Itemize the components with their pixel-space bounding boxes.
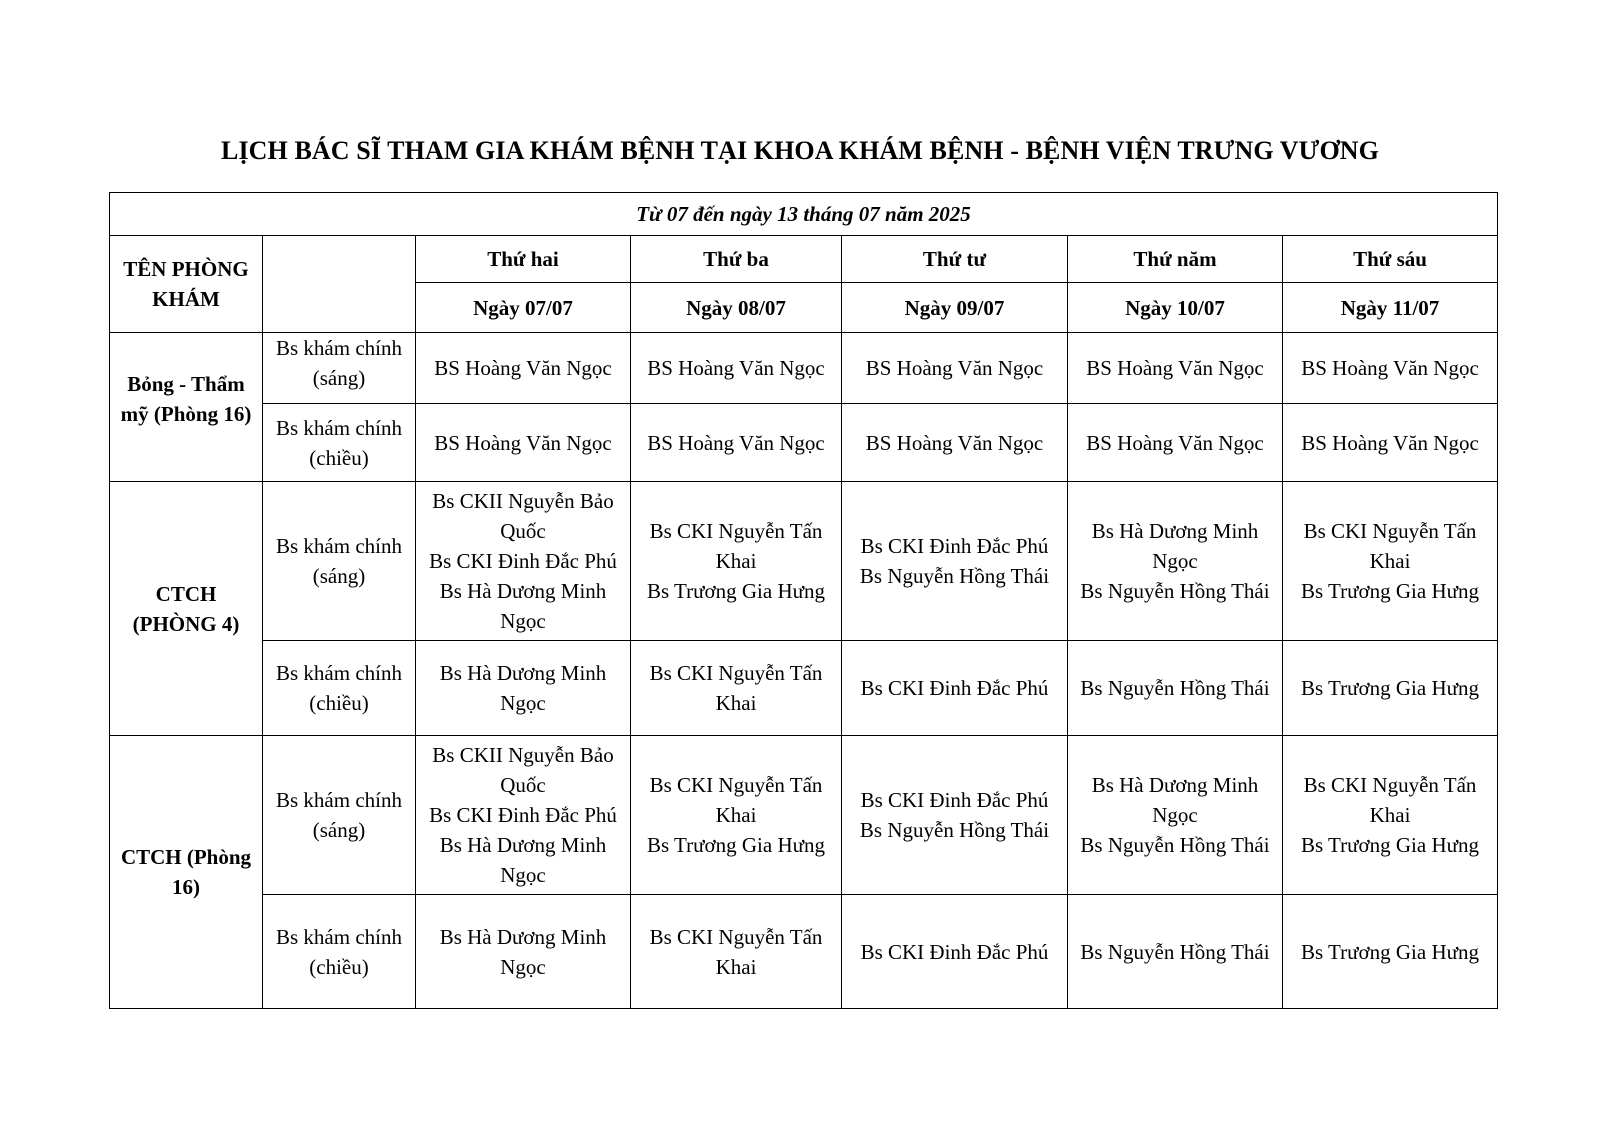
doctor-cell: [416, 482, 631, 641]
doctor-name: BS Hoàng Văn Ngọc: [1301, 430, 1479, 455]
session-label: Bs khám chính (sáng): [263, 736, 416, 895]
doctor-cell: [1283, 641, 1498, 736]
session-header-blank: [263, 236, 416, 333]
doctor-cell: [1068, 895, 1283, 1009]
doctor-cell: [416, 404, 631, 482]
doctor-name: Bs CKI Nguyễn Tấn Khai: [649, 773, 823, 827]
doctor-name: Bs Hà Dương Minh Ngọc: [439, 833, 607, 887]
doctor-name: Bs CKI Đinh Đắc Phú: [860, 534, 1049, 558]
doctor-cell: [631, 736, 842, 895]
weekday-row: [110, 236, 1498, 283]
doctor-name: Bs CKII Nguyễn Bảo Quốc: [432, 743, 614, 797]
doctor-name: Bs CKI Nguyễn Tấn Khai: [1303, 519, 1477, 573]
schedule-body: [110, 193, 1498, 1009]
doctor-cell: [631, 641, 842, 736]
doctor-name: Bs Nguyễn Hồng Thái: [1080, 579, 1270, 603]
doctor-cell: [416, 736, 631, 895]
doctor-name: Bs CKI Đinh Đắc Phú: [429, 549, 617, 573]
table-row: [110, 641, 1498, 736]
room-name: CTCH (Phòng 16): [110, 736, 263, 1009]
weekday-header: Thứ năm: [1068, 236, 1283, 283]
doctor-cell: [1283, 895, 1498, 1009]
table-row: [110, 333, 1498, 404]
period-row: [110, 193, 1498, 236]
room-name: CTCH (PHÒNG 4): [110, 482, 263, 736]
date-header: Ngày 08/07: [631, 283, 842, 333]
doctor-name: Bs Nguyễn Hồng Thái: [1080, 676, 1270, 700]
period-caption: Từ 07 đến ngày 13 tháng 07 năm 2025: [110, 193, 1498, 236]
doctor-cell: [1068, 736, 1283, 895]
session-label: Bs khám chính (chiều): [263, 404, 416, 482]
doctor-name: Bs CKI Nguyễn Tấn Khai: [649, 661, 823, 715]
doctor-cell: [631, 895, 842, 1009]
date-header: Ngày 09/07: [842, 283, 1068, 333]
weekday-header: Thứ hai: [416, 236, 631, 283]
doctor-name: Bs CKI Đinh Đắc Phú: [429, 803, 617, 827]
doctor-name: Bs Hà Dương Minh Ngọc: [1091, 519, 1259, 573]
doctor-cell: [631, 482, 842, 641]
doctor-name: Bs CKI Đinh Đắc Phú: [860, 939, 1049, 964]
table-row: [110, 404, 1498, 482]
doctor-name: Bs Trương Gia Hưng: [1301, 833, 1479, 857]
doctor-name: Bs CKI Đinh Đắc Phú: [860, 788, 1049, 812]
doctor-name: BS Hoàng Văn Ngọc: [865, 356, 1044, 380]
doctor-name: Bs Trương Gia Hưng: [1301, 676, 1479, 700]
doctor-cell: [1068, 482, 1283, 641]
doctor-name: BS Hoàng Văn Ngọc: [434, 430, 612, 455]
doctor-name: BS Hoàng Văn Ngọc: [1301, 356, 1479, 380]
doctor-name: BS Hoàng Văn Ngọc: [865, 430, 1044, 455]
doctor-name: Bs Hà Dương Minh Ngọc: [439, 579, 607, 633]
doctor-cell: [842, 482, 1068, 641]
doctor-name: Bs CKI Đinh Đắc Phú: [860, 676, 1049, 700]
room-name: Bỏng - Thẩm mỹ (Phòng 16): [110, 333, 263, 482]
doctor-name: Bs Nguyễn Hồng Thái: [859, 564, 1050, 588]
doctor-name: Bs Hà Dương Minh Ngọc: [1091, 773, 1259, 827]
weekday-header: Thứ sáu: [1283, 236, 1498, 283]
weekday-header: Thứ tư: [842, 236, 1068, 283]
page-title: LỊCH BÁC SĨ THAM GIA KHÁM BỆNH TẠI KHOA KHÁM BỆNH - BỆNH VIỆN TRƯNG VƯƠNG: [221, 136, 1379, 165]
doctor-cell: [1283, 333, 1498, 404]
doctor-name: Bs CKII Nguyễn Bảo Quốc: [432, 489, 614, 543]
session-label: Bs khám chính (sáng): [263, 333, 416, 404]
doctor-cell: [1068, 333, 1283, 404]
doctor-cell: [416, 641, 631, 736]
doctor-name: BS Hoàng Văn Ngọc: [647, 356, 825, 380]
room-header: TÊN PHÒNG KHÁM: [110, 236, 263, 333]
doctor-name: Bs Hà Dương Minh Ngọc: [439, 924, 607, 979]
doctor-name: BS Hoàng Văn Ngọc: [1086, 430, 1264, 455]
table-row: [110, 895, 1498, 1009]
doctor-name: BS Hoàng Văn Ngọc: [647, 430, 825, 455]
doctor-name: Bs Trương Gia Hưng: [1301, 579, 1479, 603]
doctor-cell: [416, 895, 631, 1009]
session-label: Bs khám chính (chiều): [263, 895, 416, 1009]
weekday-header: Thứ ba: [631, 236, 842, 283]
doctor-cell: [1283, 482, 1498, 641]
table-row: [110, 482, 1498, 641]
schedule-table: [109, 192, 1498, 1009]
doctor-name: Bs Trương Gia Hưng: [647, 579, 825, 603]
doctor-cell: [1283, 404, 1498, 482]
doctor-name: Bs Hà Dương Minh Ngọc: [439, 661, 607, 715]
doctor-cell: [1068, 404, 1283, 482]
doctor-name: Bs CKI Nguyễn Tấn Khai: [1303, 773, 1477, 827]
doctor-name: Bs Nguyễn Hồng Thái: [1080, 939, 1270, 964]
doctor-name: Bs Nguyễn Hồng Thái: [859, 818, 1050, 842]
doctor-cell: [631, 404, 842, 482]
doctor-name: BS Hoàng Văn Ngọc: [1086, 356, 1264, 380]
doctor-name: Bs CKI Nguyễn Tấn Khai: [649, 924, 823, 979]
doctor-name: Bs Trương Gia Hưng: [1301, 939, 1479, 964]
doctor-cell: [416, 333, 631, 404]
doctor-name: Bs Nguyễn Hồng Thái: [1080, 833, 1270, 857]
doctor-cell: [842, 404, 1068, 482]
doctor-name: BS Hoàng Văn Ngọc: [434, 356, 612, 380]
doctor-name: Bs Trương Gia Hưng: [647, 833, 825, 857]
doctor-cell: [842, 641, 1068, 736]
session-label: Bs khám chính (sáng): [263, 482, 416, 641]
doctor-name: Bs CKI Nguyễn Tấn Khai: [649, 519, 823, 573]
doctor-cell: [631, 333, 842, 404]
doctor-cell: [842, 895, 1068, 1009]
doctor-cell: [842, 333, 1068, 404]
date-header: Ngày 11/07: [1283, 283, 1498, 333]
session-label: Bs khám chính (chiều): [263, 641, 416, 736]
doctor-cell: [1283, 736, 1498, 895]
table-row: [110, 736, 1498, 895]
date-header: Ngày 07/07: [416, 283, 631, 333]
doctor-cell: [1068, 641, 1283, 736]
date-header: Ngày 10/07: [1068, 283, 1283, 333]
doctor-cell: [842, 736, 1068, 895]
